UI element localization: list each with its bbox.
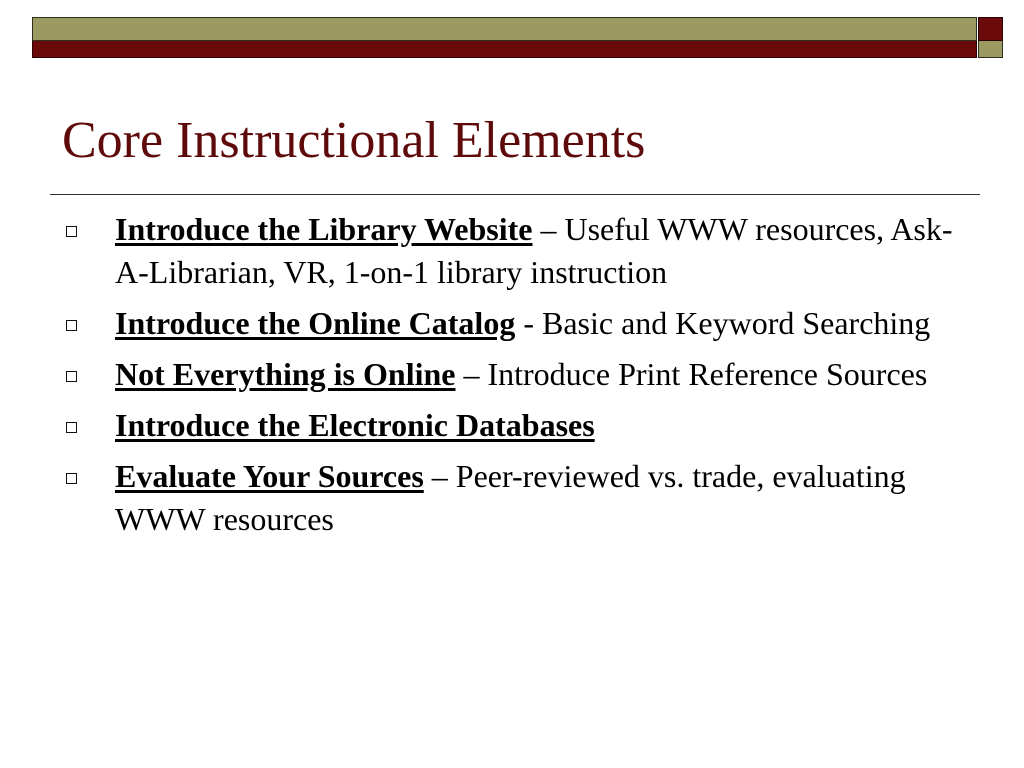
bullet-heading: Introduce the Online Catalog (115, 305, 516, 341)
header-square-maroon (978, 17, 1003, 41)
bullet-text: – Introduce Print Reference Sources (455, 356, 928, 392)
bullet-item-not-everything-online (62, 353, 962, 396)
header-bar-olive (32, 17, 977, 41)
hollow-square-bullet-icon (66, 226, 77, 237)
bullet-heading: Introduce the Electronic Databases (115, 407, 595, 443)
hollow-square-bullet-icon (66, 422, 77, 433)
bullet-item-evaluate-sources (62, 455, 962, 541)
header-square-olive (978, 41, 1003, 58)
hollow-square-bullet-icon (66, 371, 77, 382)
bullet-heading: Evaluate Your Sources (115, 458, 424, 494)
bullet-item-electronic-databases (62, 404, 962, 447)
slide-title: Core Instructional Elements (62, 112, 646, 169)
bullet-list (62, 208, 962, 549)
header-bar-maroon (32, 41, 977, 58)
bullet-item-library-website (62, 208, 962, 294)
bullet-text: - Basic and Keyword Searching (515, 305, 931, 341)
bullet-text: – Useful WWW resources, Ask-A-Librarian, VR, 1-on-1 library instruction (115, 211, 953, 290)
bullet-heading: Not Everything is Online (115, 356, 456, 392)
bullet-heading: Introduce the Library Website (115, 211, 533, 247)
hollow-square-bullet-icon (66, 320, 77, 331)
bullet-text: – Peer-reviewed vs. trade, evaluating WWW resources (115, 458, 906, 537)
title-divider (50, 194, 980, 195)
bullet-item-online-catalog (62, 302, 962, 345)
hollow-square-bullet-icon (66, 473, 77, 484)
